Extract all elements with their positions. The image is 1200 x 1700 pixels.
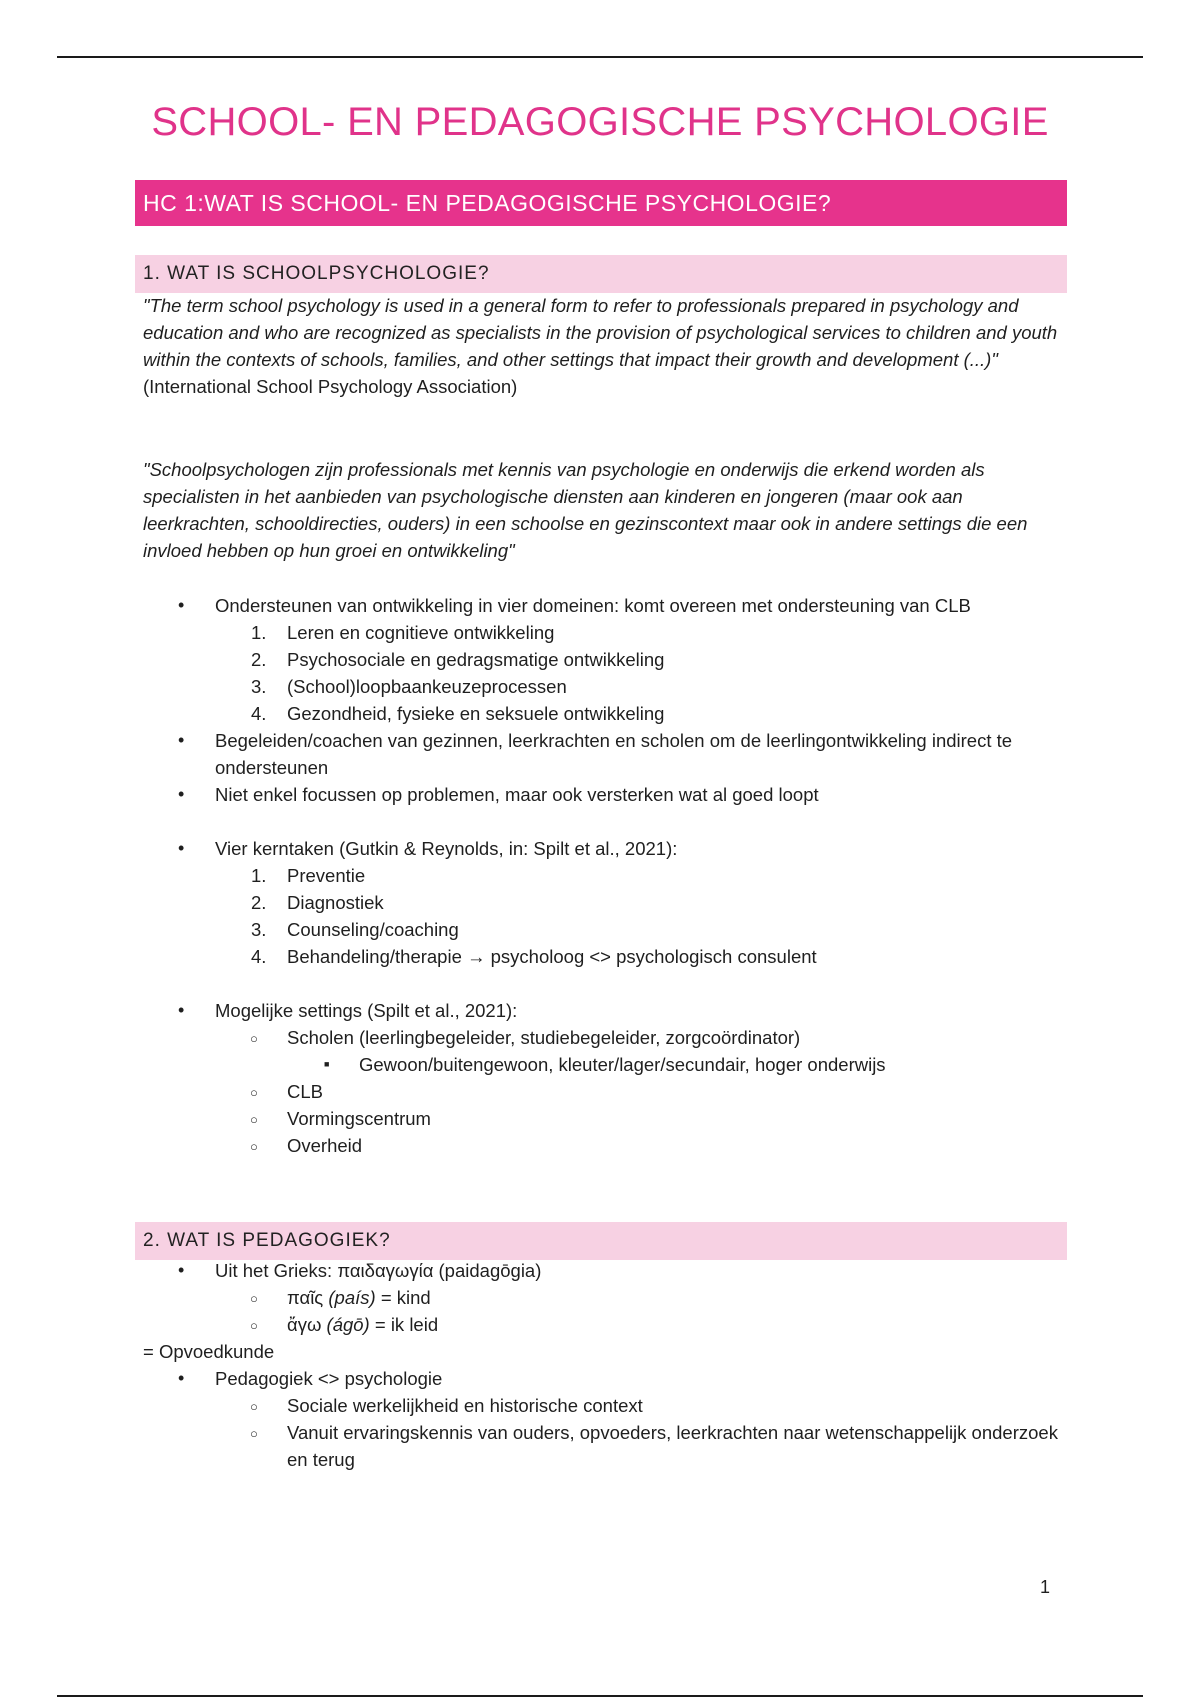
list-item	[143, 592, 1073, 727]
list-item: Preventie	[287, 865, 366, 886]
list-item: (School)loopbaankeuzeprocessen	[287, 676, 567, 697]
quote-dutch-block	[143, 456, 1073, 564]
list-item	[143, 835, 1073, 970]
list-item: Counseling/coaching	[287, 919, 459, 940]
list-item	[215, 1311, 1073, 1338]
list-item: Diagnostiek	[287, 892, 384, 913]
list-item-text: Scholen (leerlingbegeleider, studiebegeleider, zorgcoördinator)	[287, 1027, 801, 1048]
list-item	[215, 1284, 1073, 1311]
list-item	[215, 1024, 1073, 1078]
list-item-text: Ondersteunen van ontwikkeling in vier domeinen: komt overeen met ondersteuning van CLB	[215, 595, 971, 616]
section1-bullet-list	[143, 592, 1073, 1159]
top-rule	[57, 56, 1143, 58]
list-item-text: Mogelijke settings (Spilt et al., 2021):	[215, 1000, 518, 1021]
quote-dutch: "Schoolpsychologen zijn professionals met kennis van psychologie en onderwijs die erkend worden als specialisten in het aanbieden van psychologische diensten aan kinderen en jongeren (maar ook aan leerkrachten, schooldirecties, ouders) in een schoolse en gezinscontext maar ook in andere settings die een invloed hebben op hun groei en ontwikkeling"	[143, 459, 1028, 561]
list-item	[143, 997, 1073, 1159]
list-item: Leren en cognitieve ontwikkeling	[287, 622, 555, 643]
section-heading-pedagogiek: 2. WAT IS PEDAGOGIEK?	[135, 1222, 1067, 1260]
list-item: • Begeleiden/coachen van gezinnen, leerkrachten en scholen om de leerlingontwikkeling indirect te ondersteunen	[143, 727, 1073, 781]
list-item: Psychosociale en gedragsmatige ontwikkeling	[287, 649, 665, 670]
list-item: • Niet enkel focussen op problemen, maar ook versterken wat al goed loopt	[143, 781, 1073, 808]
quote-english-block	[143, 292, 1073, 400]
document-title: SCHOOL- EN PEDAGOGISCHE PSYCHOLOGIE	[151, 100, 1049, 144]
list-item: ○ Vanuit ervaringskennis van ouders, opvoeders, leerkrachten naar wetenschappelijk onderzoek en terug	[215, 1419, 1073, 1473]
meaning: = ik leid	[374, 1314, 439, 1335]
list-item: ○ Sociale werkelijkheid en historische context	[215, 1392, 1073, 1419]
section-heading-schoolpsychologie: 1. WAT IS SCHOOLPSYCHOLOGIE?	[135, 255, 1067, 293]
greek-word: παῖς	[287, 1287, 324, 1308]
greek-word: ἄγω	[287, 1314, 322, 1335]
list-item: ○ CLB	[215, 1078, 1073, 1105]
list-item	[143, 1257, 1073, 1338]
transliteration: (país)	[328, 1287, 376, 1308]
list-item-text: Uit het Grieks: παιδαγωγία (paidagōgia)	[215, 1260, 542, 1281]
section2-bullet-list	[143, 1257, 1073, 1473]
list-item: Gezondheid, fysieke en seksuele ontwikkeling	[287, 703, 665, 724]
quote-english: "The term school psychology is used in a general form to refer to professionals prepared in psychology and education and who are recognized as specialists in the provision of psychological services to children and youth within the contexts of schools, families, and other settings that impact their growth and development (...)"	[143, 295, 1058, 370]
list-item: ○ Vormingscentrum	[215, 1105, 1073, 1132]
list-item: Behandeling/therapie → psycholoog <> psychologisch consulent	[287, 946, 817, 967]
list-item-text: Vier kerntaken (Gutkin & Reynolds, in: Spilt et al., 2021):	[215, 838, 678, 859]
bottom-rule	[57, 1695, 1143, 1697]
list-item: ■ Gewoon/buitengewoon, kleuter/lager/secundair, hoger onderwijs	[287, 1051, 1073, 1078]
definition-line: = Opvoedkunde	[143, 1341, 275, 1362]
chapter-banner: HC 1:WAT IS SCHOOL- EN PEDAGOGISCHE PSYCHOLOGIE?	[135, 180, 1067, 226]
list-item: ○ Overheid	[215, 1132, 1073, 1159]
list-item-text: Pedagogiek <> psychologie	[215, 1368, 443, 1389]
page-number: 1	[1040, 1577, 1051, 1597]
transliteration: (ágō)	[326, 1314, 370, 1335]
quote-english-source: (International School Psychology Association)	[143, 376, 518, 397]
list-item	[143, 1365, 1073, 1473]
meaning: = kind	[380, 1287, 431, 1308]
